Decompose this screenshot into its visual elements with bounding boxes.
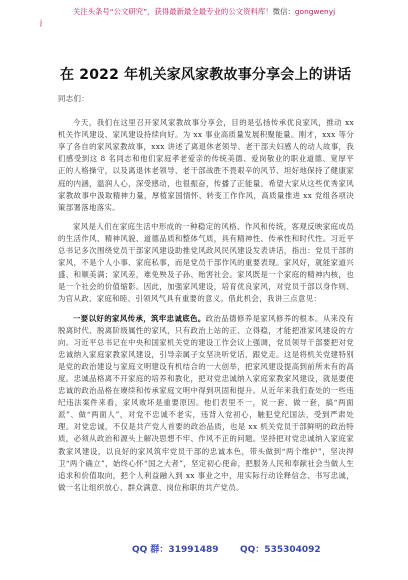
promo-text: 关注头条号“公文研究”，获得最新最全最专业的公文资料库！ [72,7,273,16]
point-one-body: 政治品德修养是家风修养的根本。从来没有脱离时代、脱离阶级属性的家风，只有政治上站的正、立得稳，才能把准家风建设的方向。习近平总书记在中央和国家机关党的建设工作会议上强调，党员领导干部要把对党忠诚纳入家庭家教家风建设，引导亲属子女坚决听党话、跟党走。这是将机关党建特别是党的政治建设与家庭文明建设有机结合的一大创举，把家风建设提高到前所未有的高度。忠诚品格离不开家庭的培养和教化，把对党忠诚纳入家庭家教家风建设，就是要使忠诚的政治品格在赓续和传承家庭文明中得到巩固和提升。从近年来我们查处的一些违纪违法案件来看，家风败坏是重要原因。他们表里不一，说一套、做一套，搞“两面派”、做“两面人”，对党不忠诚不老实，违背入党初心，触犯党纪国法，受到严肃处理。对党忠诚，不仅是共产党人首要的政治品质，也是 xx 机关党员干部鲜明的政治特质，必须从政治和源头上解决思想不牢、作风不正的问题。坚持把对党忠诚纳入家庭家教家风建设，以良好的家风筑牢党员干部的忠诚本色，带头做到“两个维护”，坚决捍卫“两个确立”，始终心怀“国之大者”，坚定初心使命，把服务人民和奉献社会当做人生追求和价值取向，把个人利益融入到 xx 事业之中，用实际行动诠释信念、书写忠诚，做一名让组织放心、群众满意、岗位称职的共产党员。 [58,313,355,492]
greeting: 同志们： [58,94,89,103]
qq-number: QQ：535304092 [240,545,321,555]
point-one-heading: 一要以好的家风传承，筑牢忠诚底色。 [73,313,206,323]
document-body [58,93,354,494]
promo-banner [0,0,408,46]
paragraph-intro: 今天，我们在这里召开家风家教故事分享会，目的是弘扬传承优良家风，推动 xx 机关作风建设、家风建设持续向好。为 xx 事业高质量发展积聚能量。刚才，xxx 等分享了各自的家风家教故事，xxx 讲述了离退休老领导、老干部夫妇感人的动人故事，我们感受到这 8 名同志和他们家庭孝老爱亲的传统美德、爱岗敬业的职业道德、宽厚平正的人格操守，以及离退休老领导、老干部战胜不畏艰辛的风节、坦好地保持了健康家庭的内涵，温润人心，深受感动，也很振奋，传播了正能量。希望大家从这些优秀家风家教故事中汲取精神力量，厚植家国情怀、转变工作作风，高质量推进 xx 党组各项决策部署落地落实。 [58,118,354,212]
paragraph-point-one [58,313,354,494]
wechat-id-tail: j [40,18,43,27]
document-title: 在 2022 年机关家风家教故事分享会上的讲话 [60,67,352,83]
contact-footer [0,542,408,560]
wechat-label: 微信： [272,7,295,16]
qq-group: QQ 群：31991489 [132,545,219,555]
paragraph-family-style: 家风是人们在家庭生活中形成的一种稳定的风格、作风和传统，客观反映家庭成员的生活作风、精神风貌、道德品质和整体气质，具有精神性、传承性和时代性。习近平总书记多次围绕党员干部家风建设助推党风政风民风建设发表讲话，指出：党员干部的家风，不是个人小事、家庭私事，而是党员干部作风的重要表现。家风好，就能家道兴盛、和顺美满；家风差，难免殃及子孙、贻害社会。家风既是一个家庭的精神内核，也是一个社会的价值缩影。因此，加强家风建设，培育优良家风，对党员干部以身作则、为官从政、家庭和睦、引领风气具有重要的意义。借此机会，我讲三点意见： [58,221,354,304]
wechat-id: gongwenyj [294,7,336,16]
